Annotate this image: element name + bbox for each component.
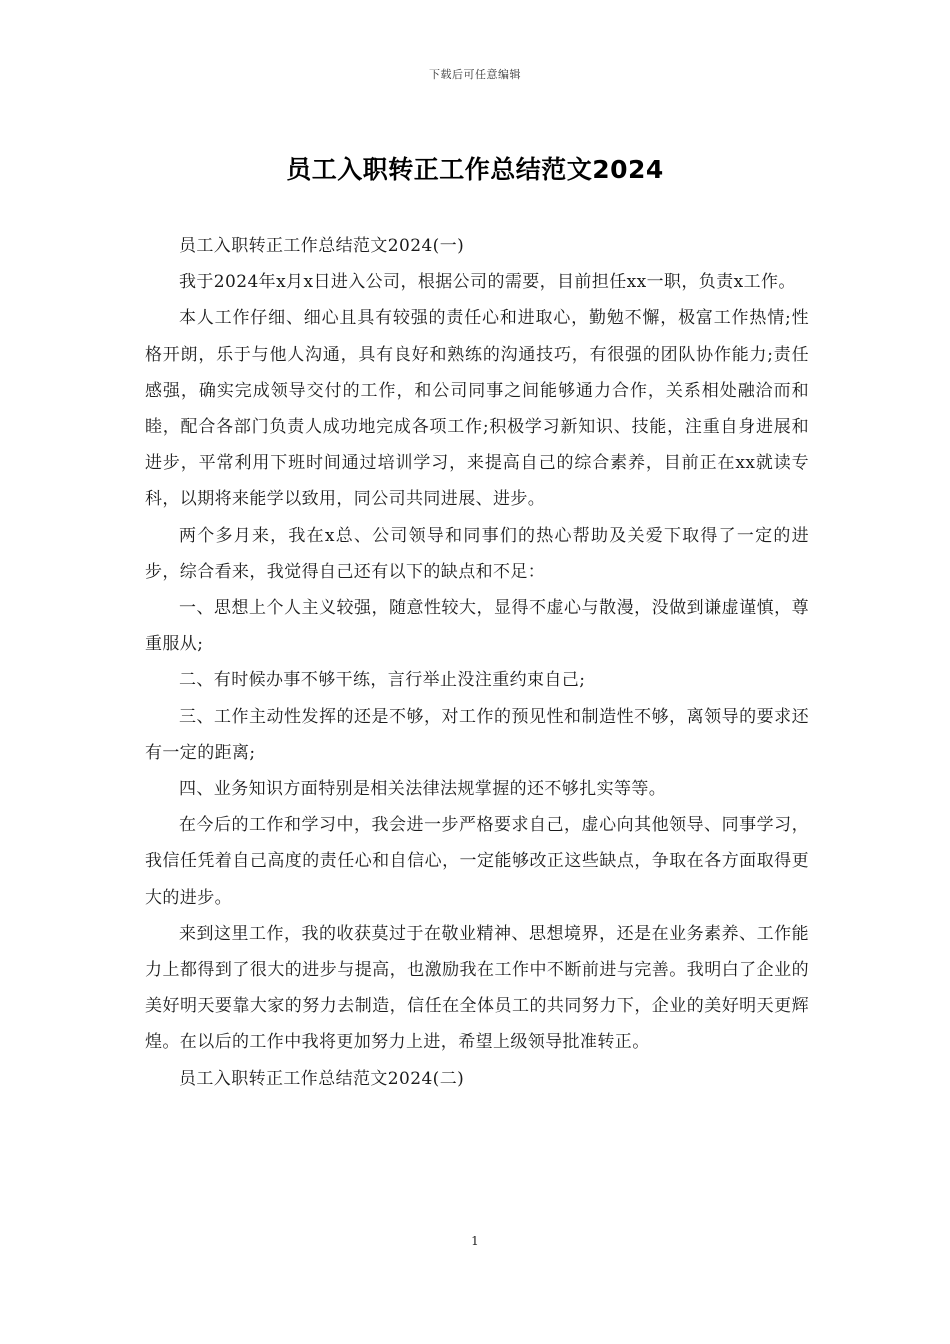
page-header-note: 下载后可任意编辑 xyxy=(429,68,521,81)
shortcoming-item-3: 三、工作主动性发挥的还是不够，对工作的预见性和制造性不够，离领导的要求还有一定的距离; xyxy=(145,706,809,763)
section-heading-1: 员工入职转正工作总结范文2024(一) xyxy=(179,236,465,256)
shortcoming-item-4: 四、业务知识方面特别是相关法律法规掌握的还不够扎实等等。 xyxy=(179,779,667,800)
section-heading-2: 员工入职转正工作总结范文2024(二) xyxy=(179,1068,465,1089)
paragraph-future-plan: 在今后的工作和学习中，我会进一步严格要求自己，虚心向其他领导、同事学习，我信任凭着自己高度的责任心和自信心，一定能够改正这些缺点，争取在各方面取得更大的进步。 xyxy=(145,815,809,908)
document-title: 员工入职转正工作总结范文2024 xyxy=(286,155,664,184)
paragraph-progress: 两个多月来，我在x总、公司领导和同事们的热心帮助及关爱下取得了一定的进步，综合看来，我觉得自己还有以下的缺点和不足： xyxy=(145,525,809,582)
shortcoming-item-1: 一、思想上个人主义较强，随意性较大，显得不虚心与散漫，没做到谦虚谨慎，尊重服从; xyxy=(145,598,809,655)
shortcoming-item-2: 二、有时候办事不够干练，言行举止没注重约束自己; xyxy=(179,670,586,691)
paragraph-conclusion: 来到这里工作，我的收获莫过于在敬业精神、思想境界，还是在业务素养、工作能力上都得到了很大的进步与提高，也激励我在工作中不断前进与完善。我明白了企业的美好明天要靠大家的努力去制造，信任在全体员工的共同努力下，企业的美好明天更辉煌。在以后的工作中我将更加努力上进，希望上级领导批准转正。 xyxy=(145,923,809,1053)
document-body xyxy=(145,228,809,1097)
paragraph-self-assessment: 本人工作仔细、细心且具有较强的责任心和进取心，勤勉不懈，极富工作热情;性格开朗，乐于与他人沟通，具有良好和熟练的沟通技巧，有很强的团队协作能力;责任感强，确实完成领导交付的工作，和公司同事之间能够通力合作，关系相处融洽而和睦，配合各部门负责人成功地完成各项工作;积极学习新知识、技能，注重自身进展和进步，平常利用下班时间通过培训学习，来提高自己的综合素养，目前正在xx就读专科，以期将来能学以致用，同公司共同进展、进步。 xyxy=(145,308,809,510)
paragraph-intro: 我于2024年x月x日进入公司，根据公司的需要，目前担任xx一职，负责x工作。 xyxy=(179,272,796,293)
page-number: 1 xyxy=(471,1234,479,1248)
